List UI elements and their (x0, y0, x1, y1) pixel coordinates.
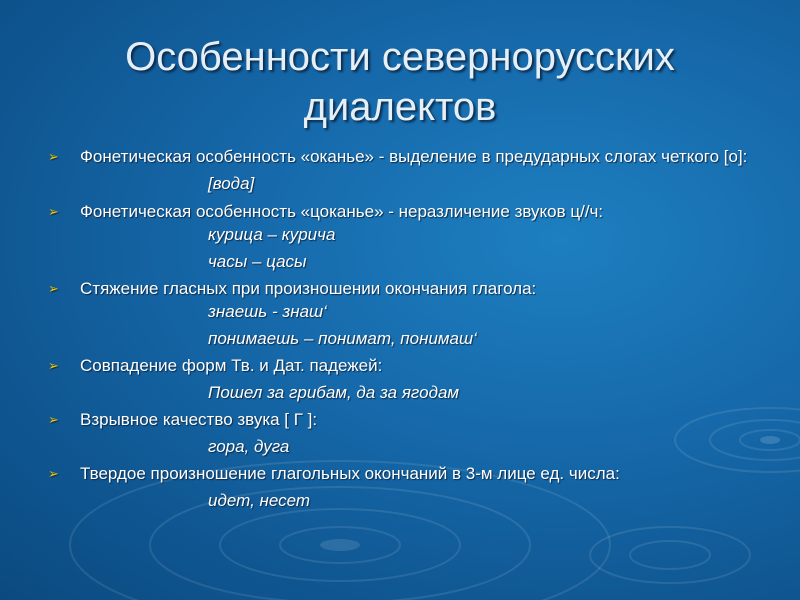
example-line: [вода] (208, 174, 255, 193)
slide-title (60, 32, 740, 132)
list-item (48, 409, 748, 430)
example-line: гора, дуга (208, 437, 290, 456)
example-line: часы – цасы (208, 252, 307, 271)
list-item-text: Фонетическая особенность «оканье» - выделение в предударных слогах четкого [о]: (80, 147, 748, 166)
bullet-list (48, 146, 748, 511)
arrow-bullet-icon: ➢ (48, 466, 59, 481)
arrow-bullet-icon: ➢ (48, 204, 59, 219)
example-line: курица – курича (208, 225, 336, 244)
list-item (48, 355, 748, 376)
list-item-text: Твердое произношение глагольных окончаний в 3-м лице ед. числа: (80, 464, 620, 483)
example-line: идет, несет (208, 491, 311, 510)
example-line: знаешь - знаш‘ (208, 302, 327, 321)
list-item-text: Фонетическая особенность «цоканье» - неразличение звуков ц//ч: (80, 202, 604, 221)
list-item (48, 463, 748, 484)
example-line: Пошел за грибам, да за ягодам (208, 383, 460, 402)
list-item (48, 146, 748, 167)
list-item (48, 278, 748, 299)
list-item-text: Стяжение гласных при произношении окончания глагола: (80, 279, 537, 298)
example-line: понимаешь – понимат, понимаш‘ (208, 329, 477, 348)
title-line-2: диалектов (303, 85, 497, 129)
arrow-bullet-icon: ➢ (48, 412, 59, 427)
list-item (48, 201, 748, 222)
arrow-bullet-icon: ➢ (48, 358, 59, 373)
title-line-1: Особенности севернорусских (125, 35, 675, 79)
list-item-text: Совпадение форм Тв. и Дат. падежей: (80, 356, 383, 375)
arrow-bullet-icon: ➢ (48, 149, 59, 164)
list-item-text: Взрывное качество звука [ Г ]: (80, 410, 318, 429)
arrow-bullet-icon: ➢ (48, 281, 59, 296)
